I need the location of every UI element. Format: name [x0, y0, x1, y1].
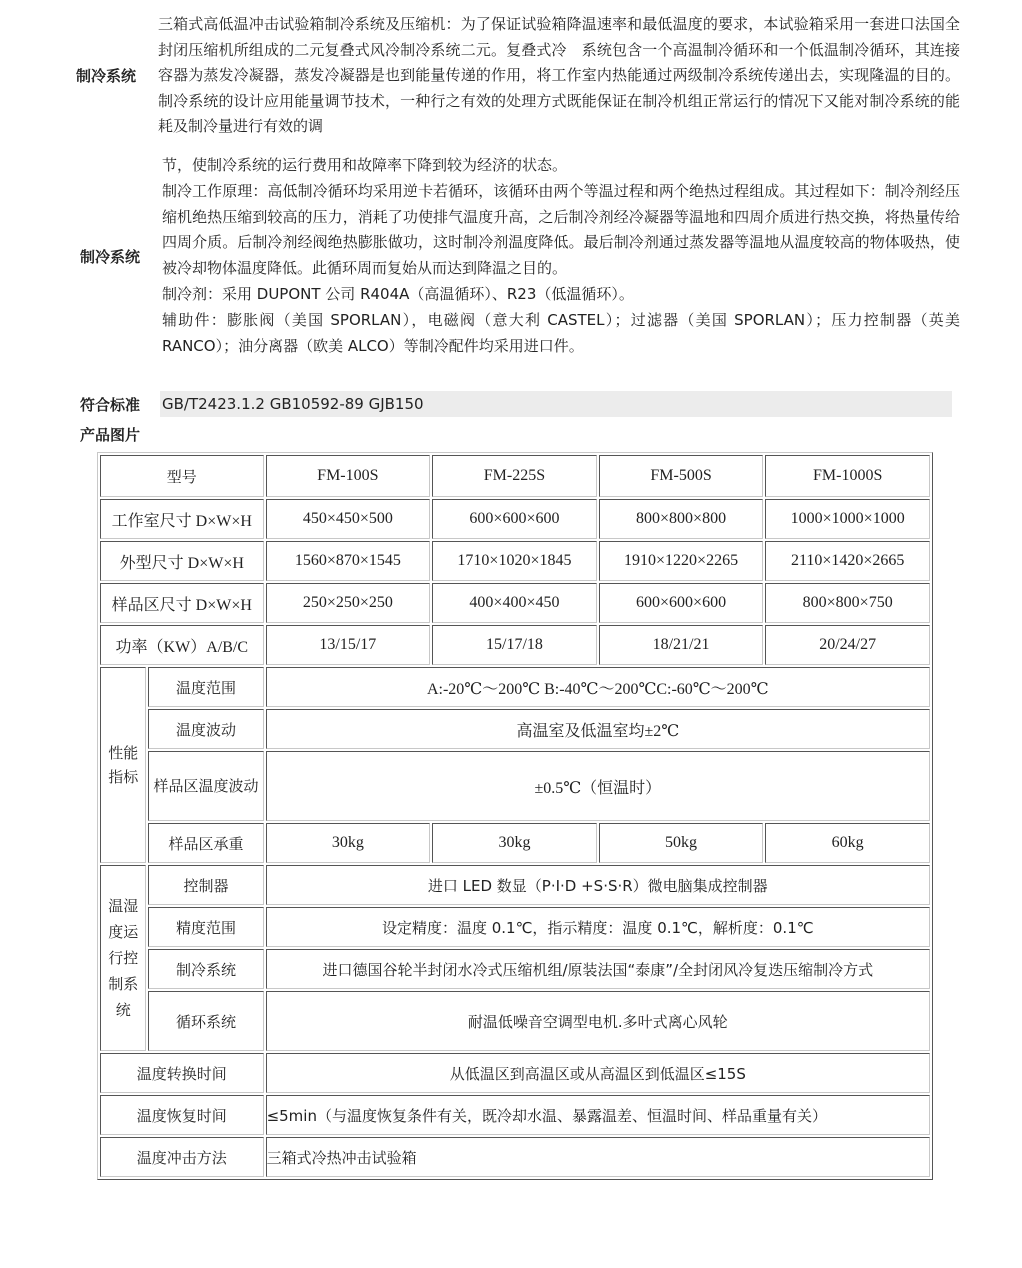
table-cell: 30kg	[432, 823, 597, 863]
table-cell: 1910×1220×2265	[599, 541, 764, 581]
row-label: 制冷系统	[148, 949, 263, 989]
table-row-refrigeration	[100, 949, 930, 989]
row-label: 功率（KW）A/B/C	[100, 625, 264, 665]
table-cell: 800×800×800	[599, 499, 764, 539]
table-row-sample-temp-fluctuation	[100, 751, 930, 821]
model-cell: FM-500S	[599, 455, 764, 497]
row-label: 温度冲击方法	[100, 1137, 264, 1177]
table-row-power	[100, 625, 930, 665]
table-row-shock-method	[100, 1137, 930, 1177]
standards-label: 符合标准	[80, 395, 141, 414]
table-cell: 1000×1000×1000	[765, 499, 930, 539]
table-row-switch-time	[100, 1053, 930, 1093]
table-row-sample-load	[100, 823, 930, 863]
table-cell: 20/24/27	[765, 625, 930, 665]
table-row-sample-area-size	[100, 583, 930, 623]
table-cell: 1710×1020×1845	[432, 541, 597, 581]
row-label: 控制器	[148, 865, 263, 905]
table-cell: 2110×1420×2665	[765, 541, 930, 581]
standards-row	[60, 391, 952, 417]
table-row-work-chamber-size	[100, 499, 930, 539]
row-label: 温度恢复时间	[100, 1095, 264, 1135]
refrigeration-section-1	[60, 12, 960, 140]
standards-value: GB/T2423.1.2 GB10592-89 GJB150	[160, 391, 952, 417]
section-label: 制冷系统	[76, 67, 137, 86]
table-cell: 450×450×500	[266, 499, 431, 539]
table-cell: A:-20℃～200℃ B:-40℃～200℃C:-60℃～200℃	[266, 667, 930, 707]
table-cell: 三箱式冷热冲击试验箱	[266, 1137, 930, 1177]
table-cell: 60kg	[765, 823, 930, 863]
table-cell: 600×600×600	[432, 499, 597, 539]
row-label: 外型尺寸 D×W×H	[100, 541, 264, 581]
group-label-performance: 性能指标	[100, 667, 146, 863]
table-cell: 1560×870×1545	[266, 541, 431, 581]
table-cell: 250×250×250	[266, 583, 431, 623]
table-cell: 15/17/18	[432, 625, 597, 665]
table-cell: ≤5min（与温度恢复条件有关，既冷却水温、暴露温差、恒温时间、样品重量有关）	[266, 1095, 930, 1135]
table-row-temp-range	[100, 667, 930, 707]
table-cell: 18/21/21	[599, 625, 764, 665]
section-label: 制冷系统	[80, 247, 141, 266]
table-row-external-size	[100, 541, 930, 581]
header-model-label: 型号	[100, 455, 264, 497]
row-label: 样品区温度波动	[148, 751, 263, 821]
row-label: 温度波动	[148, 709, 263, 749]
table-row-recovery-time	[100, 1095, 930, 1135]
paragraph-working-principle: 制冷工作原理：高低制冷循环均采用逆卡若循环，该循环由两个等温过程和两个绝热过程组成。其过程如下：制冷剂经压缩机绝热压缩到较高的压力，消耗了功使排气温度升高，之后制冷剂经冷凝器等温地和四周介质进行热交换，将热量传给四周介质。后制冷剂经阀绝热膨胀做功，这时制冷剂温度降低。最后制冷剂通过蒸发器等温地从温度较高的物体吸热，使被冷却物体温度降低。此循环周而复始从而达到降温之目的。	[162, 181, 960, 278]
group-label-control: 温湿度运行控制系统	[100, 865, 146, 1051]
section-text: 三箱式高低温冲击试验箱制冷系统及压缩机：为了保证试验箱降温速率和最低温度的要求，本试验箱采用一套进口法国全封闭压缩机所组成的二元复叠式风冷制冷系统二元。复叠式冷 系统包含一个高温制冷循环和一个低温制冷循环，其连接容器为蒸发冷凝器，蒸发冷凝器是也到能量传递的作用，将工作室内热能通过两级制冷系统传递出去，实现隆温的目的。制冷系统的设计应用能量调节技术，一种行之有效的处理方式既能保证在制冷机组正常运行的情况下又能对制冷系统的能耗及制冷量进行有效的调	[158, 15, 960, 135]
table-cell: 800×800×750	[765, 583, 930, 623]
table-cell: 从低温区到高温区或从高温区到低温区≤15S	[266, 1053, 930, 1093]
table-cell: 高温室及低温室均±2℃	[266, 709, 930, 749]
table-row-temp-fluctuation	[100, 709, 930, 749]
table-cell: 400×400×450	[432, 583, 597, 623]
row-label: 样品区承重	[148, 823, 263, 863]
table-cell: 耐温低噪音空调型电机.多叶式离心风轮	[266, 991, 930, 1051]
table-row-circulation	[100, 991, 930, 1051]
row-label: 温度转换时间	[100, 1053, 264, 1093]
table-row-model	[100, 455, 930, 497]
paragraph-refrigerant: 制冷剂：采用 DUPONT 公司 R404A（高温循环）、R23（低温循环）。	[162, 284, 634, 303]
row-label: 循环系统	[148, 991, 263, 1051]
table-cell: 进口德国谷轮半封闭水冷式压缩机组/原装法国“泰康”/全封闭风冷复迭压缩制冷方式	[266, 949, 930, 989]
table-row-accuracy	[100, 907, 930, 947]
row-label: 精度范围	[148, 907, 263, 947]
table-cell: ±0.5℃（恒温时）	[266, 751, 930, 821]
model-cell: FM-225S	[432, 455, 597, 497]
row-label: 温度范围	[148, 667, 263, 707]
table-cell: 50kg	[599, 823, 764, 863]
table-cell: 设定精度：温度 0.1℃，指示精度：温度 0.1℃，解析度：0.1℃	[266, 907, 930, 947]
product-pictures-label: 产品图片	[80, 426, 141, 444]
row-label: 样品区尺寸 D×W×H	[100, 583, 264, 623]
table-cell: 600×600×600	[599, 583, 764, 623]
paragraph-accessories: 辅助件：膨胀阀（美国 SPORLAN），电磁阀（意大利 CASTEL）；过滤器（美国 SPORLAN）；压力控制器（英美 RANCO）；油分离器（欧美 ALCO）等制冷配件均采用进口件。	[162, 310, 960, 355]
table-cell: 13/15/17	[266, 625, 431, 665]
model-cell: FM-100S	[266, 455, 431, 497]
table-cell: 进口 LED 数显（P·I·D +S·S·R）微电脑集成控制器	[266, 865, 930, 905]
paragraph-continuation: 节，使制冷系统的运行费用和故障率下降到较为经济的状态。	[162, 156, 568, 174]
row-label: 工作室尺寸 D×W×H	[100, 499, 264, 539]
table-cell: 30kg	[266, 823, 431, 863]
refrigeration-section-2	[60, 153, 960, 359]
model-cell: FM-1000S	[765, 455, 930, 497]
spec-table	[97, 452, 933, 1180]
table-row-controller	[100, 865, 930, 905]
